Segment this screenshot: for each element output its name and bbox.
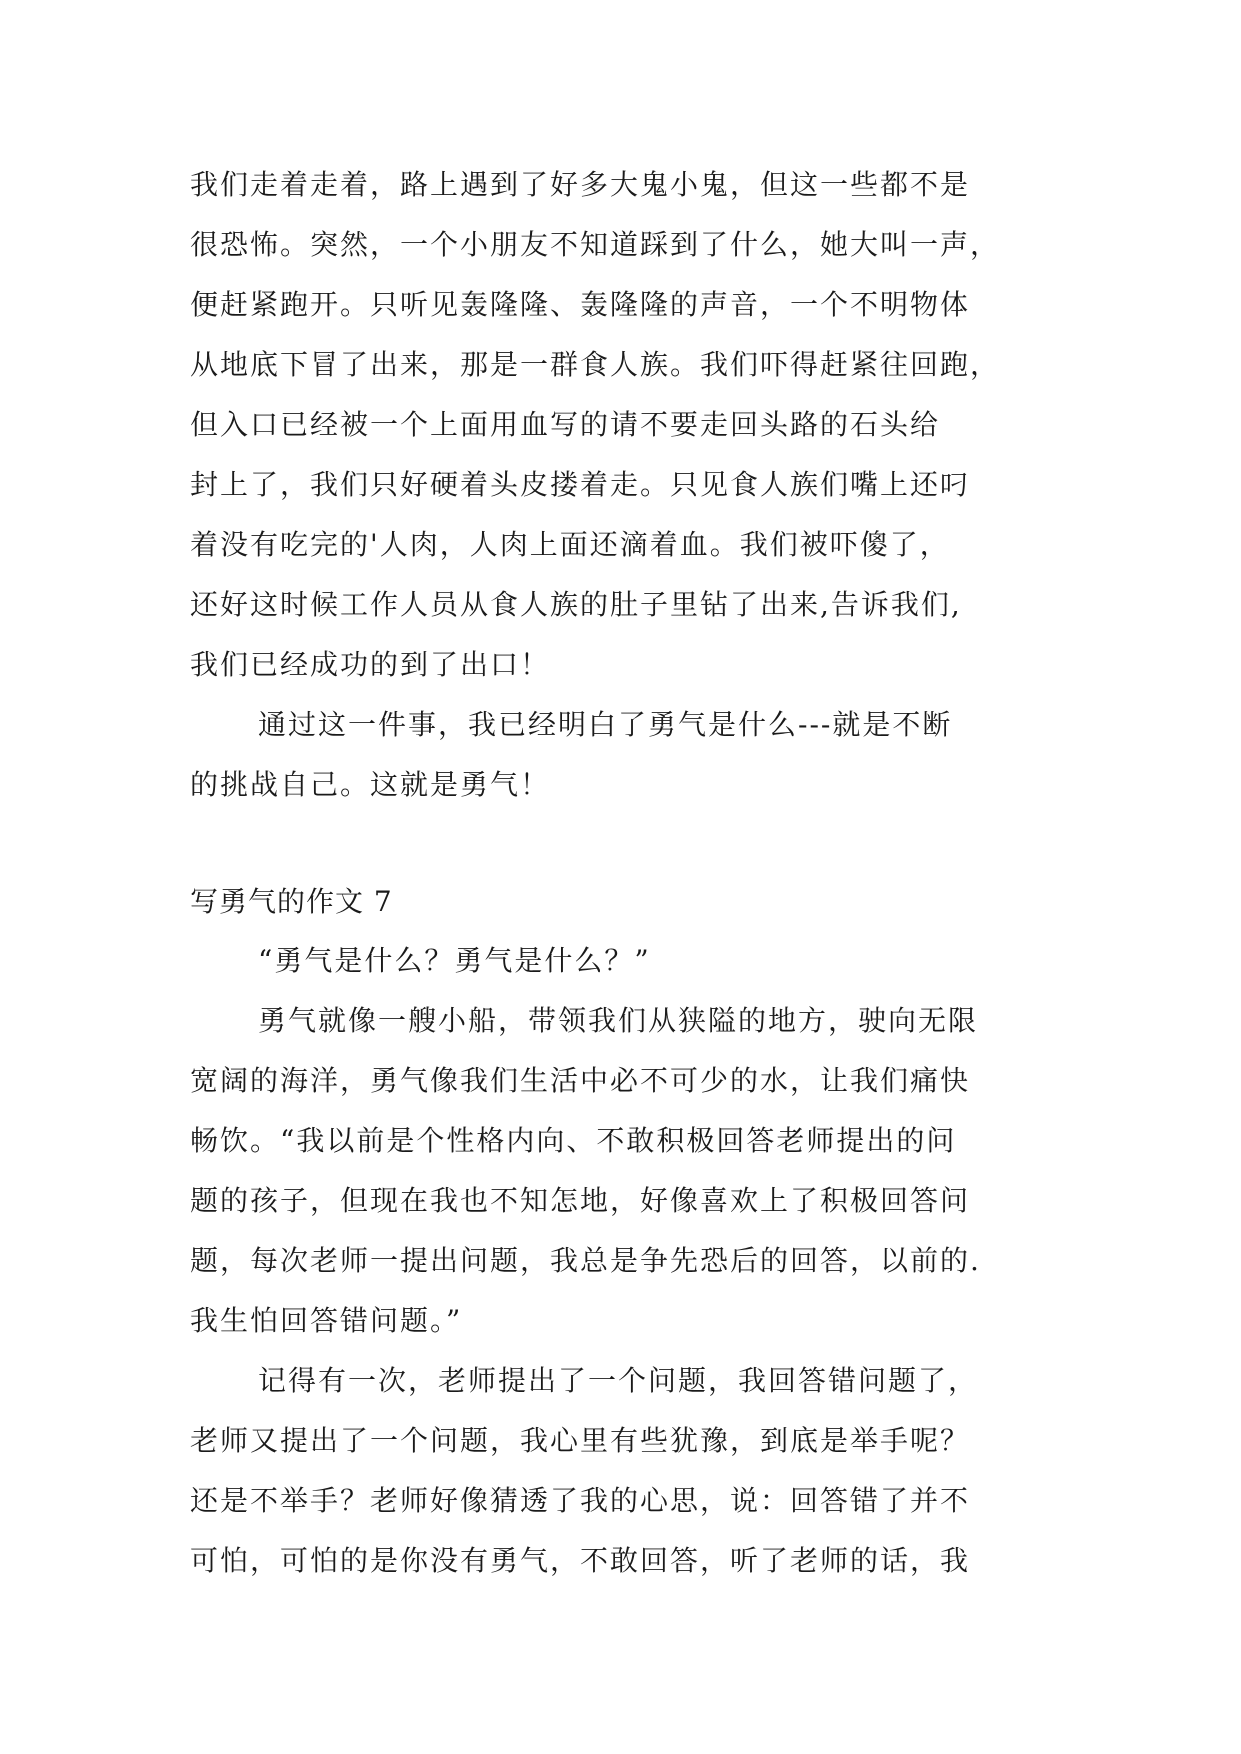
text-line: 勇气就像一艘小船，带领我们从狭隘的地方，驶向无限	[258, 1004, 979, 1037]
text-line: 还好这时候工作人员从食人族的肚子里钻了出来,告诉我们,	[190, 588, 962, 621]
section-gap	[190, 815, 1070, 873]
text-line: 很恐怖。突然，一个小朋友不知道踩到了什么，她大叫一声，	[190, 228, 1001, 261]
paragraph-5	[190, 1351, 1070, 1591]
text-line: 我们走着走着，路上遇到了好多大鬼小鬼，但这一些都不是	[190, 168, 971, 201]
paragraph-4	[190, 991, 1070, 1351]
text-line: 着没有吃完的'人肉，人肉上面还滴着血。我们被吓傻了，	[190, 528, 950, 561]
paragraph-3	[190, 931, 1070, 991]
text-line: 我生怕回答错问题。”	[190, 1304, 463, 1337]
text-line: 畅饮。“我以前是个性格内向、不敢积极回答老师提出的问	[190, 1124, 957, 1157]
text-line: 便赶紧跑开。只听见轰隆隆、轰隆隆的声音，一个不明物体	[190, 288, 971, 321]
text-line: 还是不举手？老师好像猜透了我的心思，说：回答错了并不	[190, 1484, 971, 1517]
text-line: 宽阔的海洋，勇气像我们生活中必不可少的水，让我们痛快	[190, 1064, 971, 1097]
text-line: 老师又提出了一个问题，我心里有些犹豫，到底是举手呢？	[190, 1424, 971, 1457]
text-line: 封上了，我们只好硬着头皮搂着走。只见食人族们嘴上还叼	[190, 468, 971, 501]
text-line: 题，每次老师一提出问题，我总是争先恐后的回答，以前的.	[190, 1244, 981, 1277]
text-line: 的挑战自己。这就是勇气！	[190, 768, 551, 801]
text-line: 记得有一次，老师提出了一个问题，我回答错问题了，	[258, 1364, 979, 1397]
text-line: 但入口已经被一个上面用血写的请不要走回头路的石头给	[190, 408, 941, 441]
text-line: 从地底下冒了出来，那是一群食人族。我们吓得赶紧往回跑，	[190, 348, 1001, 381]
text-line: 我们已经成功的到了出口！	[190, 648, 551, 681]
document-body	[190, 155, 1070, 1591]
text-line: “勇气是什么？勇气是什么？”	[258, 944, 651, 977]
section-heading: 写勇气的作文 7	[190, 885, 393, 918]
text-line: 题的孩子，但现在我也不知怎地，好像喜欢上了积极回答问	[190, 1184, 971, 1217]
paragraph-1	[190, 155, 1070, 695]
text-line: 可怕，可怕的是你没有勇气，不敢回答，听了老师的话，我	[190, 1544, 971, 1577]
text-line: 通过这一件事，我已经明白了勇气是什么---就是不断	[258, 708, 953, 741]
paragraph-2	[190, 695, 1070, 815]
